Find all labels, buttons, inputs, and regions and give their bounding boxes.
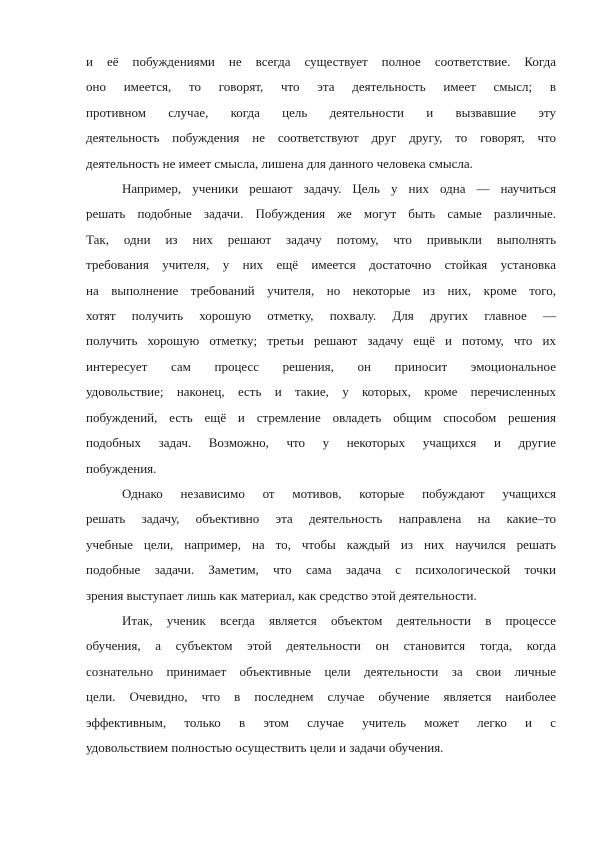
text-line: удовольствием полностью осуществить цели и задачи обучения. — [86, 739, 444, 755]
text-line: побуждений, есть ещё и стремление овладеть общим способом решения — [86, 409, 556, 425]
text-line: побуждения. — [86, 460, 157, 476]
text-line: получить хорошую отметку; третьи решают задачу ещё и потому, что их — [86, 333, 556, 349]
text-line: Так, одни из них решают задачу потому, что привыкли выполнять — [86, 231, 556, 247]
text-line: учебные цели, например, на то, чтобы каждый из них научился решать — [86, 536, 556, 552]
paragraph-1 — [86, 49, 556, 176]
text-line: деятельность не имеет смысла, лишена для данного человека смысла. — [86, 155, 473, 171]
text-line: Например, ученики решают задачу. Цель у них одна — научиться — [122, 181, 556, 197]
text-line: оно имеется, то говорят, что эта деятельность имеет смысл; в — [86, 79, 556, 95]
text-line: на выполнение требований учителя, но некоторые из них, кроме того, — [86, 282, 556, 298]
text-line: решать задачу, объективно эта деятельность направлена на какие–то — [86, 511, 556, 527]
text-line: цели. Очевидно, что в последнем случае обучение является наиболее — [86, 689, 556, 705]
text-line: подобные задачи. Заметим, что сама задача с психологической точки — [86, 562, 556, 578]
text-line: эффективным, только в этом случае учитель может легко и с — [86, 714, 556, 730]
text-line: сознательно принимает объективные цели деятельности за свои личные — [86, 663, 556, 679]
text-line: подобных задач. Возможно, что у некоторых учащихся и другие — [86, 435, 556, 451]
text-line: интересует сам процесс решения, он приносит эмоциональное — [86, 358, 556, 374]
text-line: требования учителя, у них ещё имеется достаточно стойкая установка — [86, 257, 556, 273]
paragraph-2 — [86, 176, 556, 481]
text-line: зрения выступает лишь как материал, как средство этой деятельности. — [86, 587, 477, 603]
text-line: хотят получить хорошую отметку, похвалу. Для других главное — — [86, 308, 556, 324]
document-page — [86, 49, 556, 760]
text-line: Итак, ученик всегда является объектом деятельности в процессе — [122, 612, 556, 628]
text-line: решать подобные задачи. Побуждения же могут быть самые различные. — [86, 206, 556, 222]
text-line: и её побуждениями не всегда существует полное соответствие. Когда — [86, 54, 556, 69]
paragraph-4 — [86, 608, 556, 760]
text-line: Однако независимо от мотивов, которые побуждают учащихся — [122, 485, 556, 501]
text-line: противном случае, когда цель деятельности и вызвавшие эту — [86, 104, 556, 120]
text-line: обучения, а субъектом этой деятельности он становится тогда, когда — [86, 638, 556, 654]
paragraph-3 — [86, 481, 556, 608]
text-line: удовольствие; наконец, есть и такие, у которых, кроме перечисленных — [86, 384, 556, 400]
text-line: деятельность побуждения не соответствуют друг другу, то говорят, что — [86, 130, 556, 146]
